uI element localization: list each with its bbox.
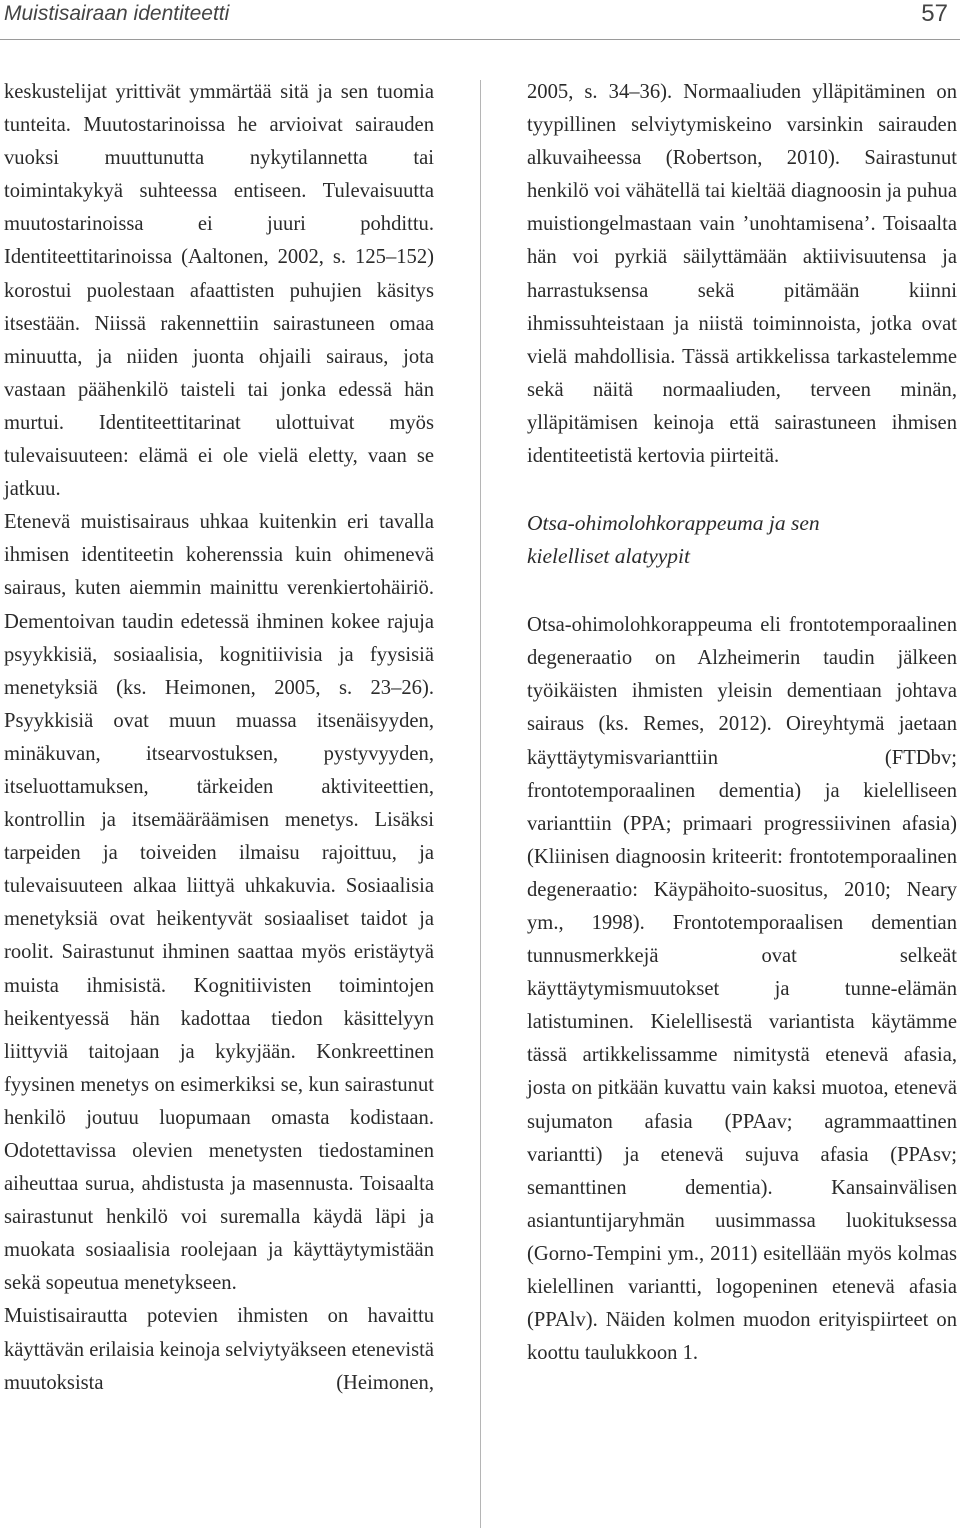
header-rule [0, 39, 960, 40]
left-column [4, 76, 434, 1400]
column-divider [480, 80, 481, 1528]
left-paragraph-3: Muistisairautta potevien ihmisten on havaittu käyttävän erilaisia keinoja selviytyäkseen etenevistä muutoksista (Heimonen, [4, 1305, 435, 1394]
subheading-line-2: kielelliset alatyypit [527, 544, 690, 569]
right-column [527, 76, 957, 1370]
running-header [0, 0, 960, 40]
left-paragraph-1: keskustelijat yrittivät ymmärtää sitä ja sen tuomia tunteita. Muutostarinoissa he arvioivat sairauden vuoksi muuttunutta nykytilannetta tai toimintakykyä suhteessa entiseen. Tulevaisuutta muutostarinoissa ei juuri pohdittu. Identiteettitarinoissa (Aaltonen, 2002, s. 125–152) korostui puolestaan afaattisten puhujien käsitys itsestään. Niissä rakennettiin sairastuneen omaa minuutta, ja niiden juonta ohjaili sairaus, jota vastaan päähenkilö taisteli tai jonka edessä hän murtui. Identiteettitarinat ulottuivat myös tulevaisuuteen: elämä ei ole vielä eletty, vaan se jatkuu. [4, 81, 434, 501]
page-number: 57 [921, 0, 948, 27]
subheading-line-1: Otsa-ohimolohkorappeuma ja sen [527, 511, 820, 536]
right-paragraph-1: 2005, s. 34–36). Normaaliuden ylläpitäminen on tyypillinen selviytymiskeino varsinkin sairauden alkuvaiheessa (Robertson, 2010). Sairastunut henkilö voi vähätellä tai kieltää diagnoosin ja puhua muistiongelmastaan vain ’unohtamisena’. Toisaalta hän voi pyrkiä säilyttämään aktiivisuutensa ja harrastuksensa sekä pitämään kiinni ihmissuhteistaan ja niistä toiminnoista, jotka ovat vielä mahdollisia. Tässä artikkelissa tarkastelemme sekä näitä normaaliuden, terveen minän, ylläpitämisen keinoja että sairastuneen ihmisen identiteetistä kertovia piirteitä. [527, 81, 957, 468]
section-subheading [527, 507, 957, 573]
running-header-title: Muistisairaan identiteetti [4, 2, 230, 25]
left-paragraph-2: Etenevä muistisairaus uhkaa kuitenkin eri tavalla ihmisen identiteetin koherenssia kuin ohimenevä sairaus, kuten aiemmin mainittu verenkiertohäiriö. Dementoivan taudin edetessä ihminen kokee rajuja psyykkisiä, sosiaalisia, kognitiivisia ja fyysisiä menetyksiä (ks. Heimonen, 2005, s. 23–26). Psyykkisiä ovat muun muassa itsenäisyyden, minäkuvan, itsearvostuksen, pystyvyyden, itseluottamuksen, tärkeiden aktiviteettien, kontrollin ja itsemääräämisen menetys. Lisäksi tarpeiden ja toiveiden ilmaisu rajoittuu, ja tulevaisuuteen alkaa liittyä uhkakuvia. Sosiaalisia menetyksiä ovat heikentyvät sosiaaliset taidot ja roolit. Sairastunut ihminen saattaa myös eristäytyä muista ihmisistä. Kognitiivisten toimintojen heikentyessä hän kadottaa tiedon käsittelyyn liittyviä taitojaan ja kykyjään. Konkreettinen fyysinen menetys on esimerkiksi se, kun sairastunut henkilö joutuu luopumaan omasta kodistaan. Odotettavissa olevien menetysten tiedostaminen aiheuttaa surua, ahdistusta ja masennusta. Toisaalta sairastunut henkilö voi suremalla käydä läpi ja muokata sosiaalisia roolejaan ja käyttäytymistään sekä sopeutua menetykseen. [4, 511, 434, 1295]
right-paragraph-2: Otsa-ohimolohkorappeuma eli frontotemporaalinen degeneraatio on Alzheimerin taudin jälkeen työikäisten ihmisten yleisin dementiaan johtava sairaus (ks. Remes, 2012). Oireyhtymä jaetaan käyttäytymisvarianttiin (FTDbv; frontotemporaalinen dementia) ja kielelliseen varianttiin (PPA; primaari progressiivinen afasia) (Kliinisen diagnoosin kriteerit: frontotemporaalinen degeneraatio: Käypähoito-suositus, 2010; Neary ym., 1998). Frontotemporaalisen dementian tunnusmerkkejä ovat selkeät käyttäytymismuutokset ja tunne-elämän latistuminen. Kielellisestä variantista käytämme tässä artikkelissamme nimitystä etenevä afasia, josta on pitkään kuvattu vain kaksi muotoa, etenevä sujumaton afasia (PPAav; agrammaattinen variantti) ja etenevä sujuva afasia (PPAsv; semanttinen dementia). Kansainvälisen asiantuntijaryhmän uusimmassa luokituksessa (Gorno-Tempini ym., 2011) esitellään myös kolmas kielellinen variantti, logopeninen etenevä afasia (PPAlv). Näiden kolmen muodon erityispiirteet on koottu taulukkoon 1. [527, 614, 957, 1365]
